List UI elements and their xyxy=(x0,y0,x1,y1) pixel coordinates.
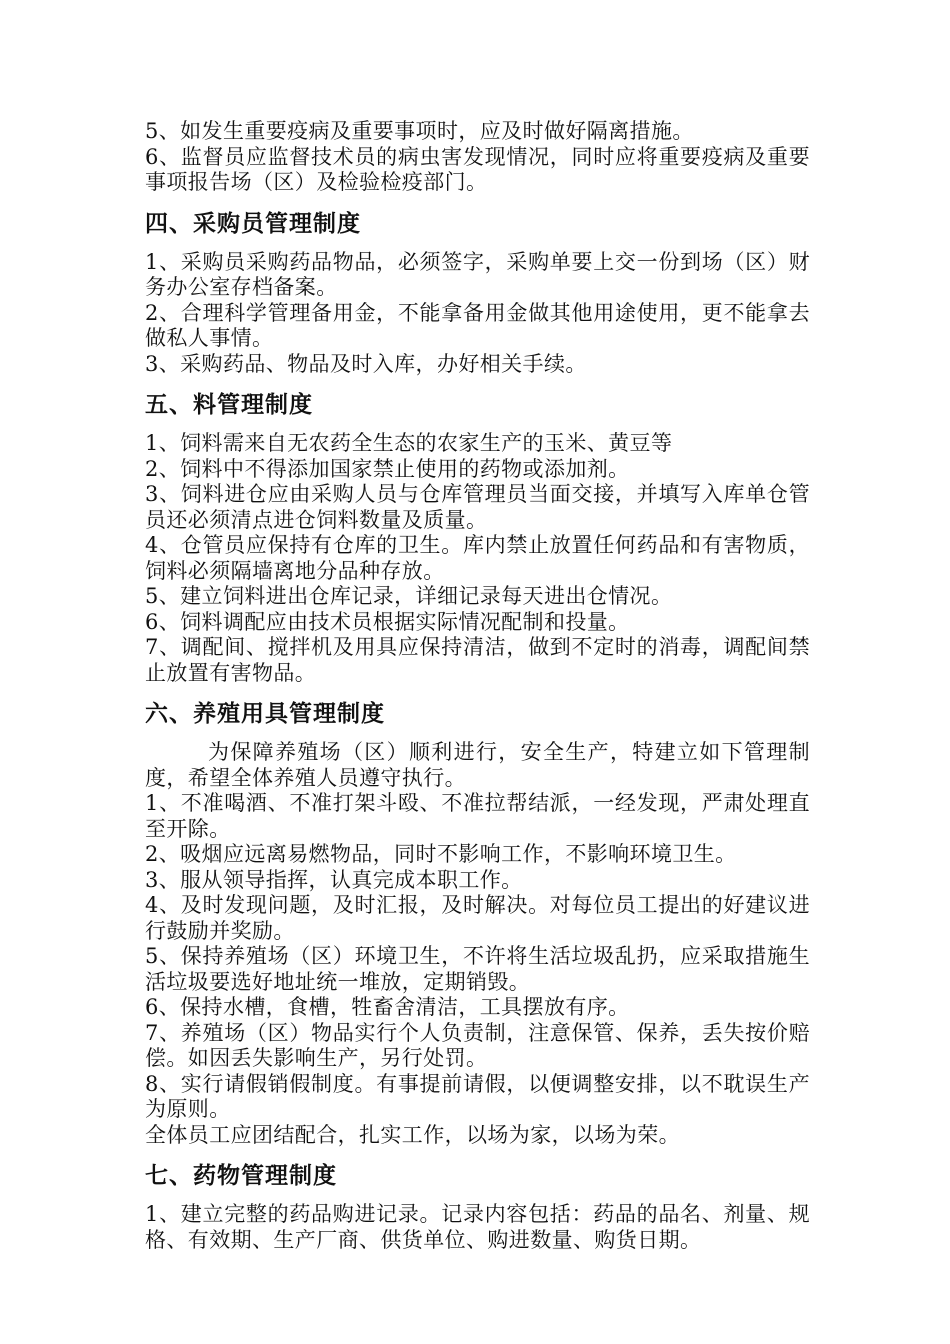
section-drug-rules xyxy=(145,1161,810,1253)
paragraph: 6、监督员应监督技术员的病虫害发现情况，同时应将重要疫病及重要事项报告场（区）及检验检疫部门。 xyxy=(145,144,810,194)
paragraph: 5、建立饲料进出仓库记录，详细记录每天进出仓情况。 xyxy=(145,584,673,608)
paragraph: 3、饲料进仓应由采购人员与仓库管理员当面交接，并填写入库单仓管员还必须清点进仓饲料数量及质量。 xyxy=(145,482,810,532)
paragraph: 5、如发生重要疫病及重要事项时，应及时做好隔离措施。 xyxy=(145,119,694,143)
paragraph: 3、服从领导指挥，认真完成本职工作。 xyxy=(145,867,523,892)
section-heading: 五、料管理制度 xyxy=(145,392,313,418)
document-page xyxy=(145,119,810,1253)
section-heading: 六、养殖用具管理制度 xyxy=(145,701,385,727)
section-purchaser-rules xyxy=(145,209,810,378)
paragraph: 1、采购员采购药品物品，必须签字，采购单要上交一份到场（区）财务办公室存档备案。 xyxy=(145,249,810,299)
paragraph: 2、饲料中不得添加国家禁止使用的药物或添加剂。 xyxy=(145,456,630,481)
paragraph: 1、建立完整的药品购进记录。记录内容包括：药品的品名、剂量、规格、有效期、生产厂商、供货单位、购进数量、购货日期。 xyxy=(145,1202,810,1252)
section-feed-rules xyxy=(145,390,810,686)
section-heading: 七、药物管理制度 xyxy=(145,1163,337,1189)
paragraph: 6、饲料调配应由技术员根据实际情况配制和投量。 xyxy=(145,609,630,634)
section-equipment-rules xyxy=(145,699,810,1148)
paragraph: 3、采购药品、物品及时入库，办好相关手续。 xyxy=(145,351,587,376)
section-heading: 四、采购员管理制度 xyxy=(145,210,361,237)
paragraph: 2、合理科学管理备用金，不能拿备用金做其他用途使用，更不能拿去做私人事情。 xyxy=(145,300,810,350)
paragraph: 1、不准喝酒、不准打架斗殴、不准拉帮结派，一经发现，严肃处理直至开除。 xyxy=(145,791,810,841)
paragraph: 8、实行请假销假制度。有事提前请假，以便调整安排，以不耽误生产为原则。 xyxy=(145,1071,810,1121)
paragraph: 2、吸烟应远离易燃物品，同时不影响工作，不影响环境卫生。 xyxy=(145,842,737,866)
paragraph: 4、仓管员应保持有仓库的卫生。库内禁止放置任何药品和有害物质，饲料必须隔墙离地分品种存放。 xyxy=(145,533,810,583)
section-continued xyxy=(145,119,810,196)
intro-paragraph: 为保障养殖场（区）顺利进行，安全生产，特建立如下管理制度，希望全体养殖人员遵守执行。 xyxy=(145,740,810,790)
paragraph: 7、养殖场（区）物品实行个人负责制，注意保管、保养，丢失按价赔偿。如因丢失影响生产，另行处罚。 xyxy=(145,1020,810,1070)
paragraph: 5、保持养殖场（区）环境卫生，不许将生活垃圾乱扔，应采取措施生活垃圾要选好地址统一堆放，定期销毁。 xyxy=(145,944,810,994)
paragraph: 7、调配间、搅拌机及用具应保持清洁，做到不定时的消毒，调配间禁止放置有害物品。 xyxy=(145,635,810,685)
paragraph: 4、及时发现问题，及时汇报，及时解决。对每位员工提出的好建议进行鼓励并奖励。 xyxy=(145,893,810,943)
paragraph: 6、保持水槽，食槽，牲畜舍清洁，工具摆放有序。 xyxy=(145,995,630,1019)
paragraph: 全体员工应团结配合，扎实工作，以场为家，以场为荣。 xyxy=(145,1122,680,1147)
paragraph: 1、饲料需来自无农药全生态的农家生产的玉米、黄豆等 xyxy=(145,431,673,455)
